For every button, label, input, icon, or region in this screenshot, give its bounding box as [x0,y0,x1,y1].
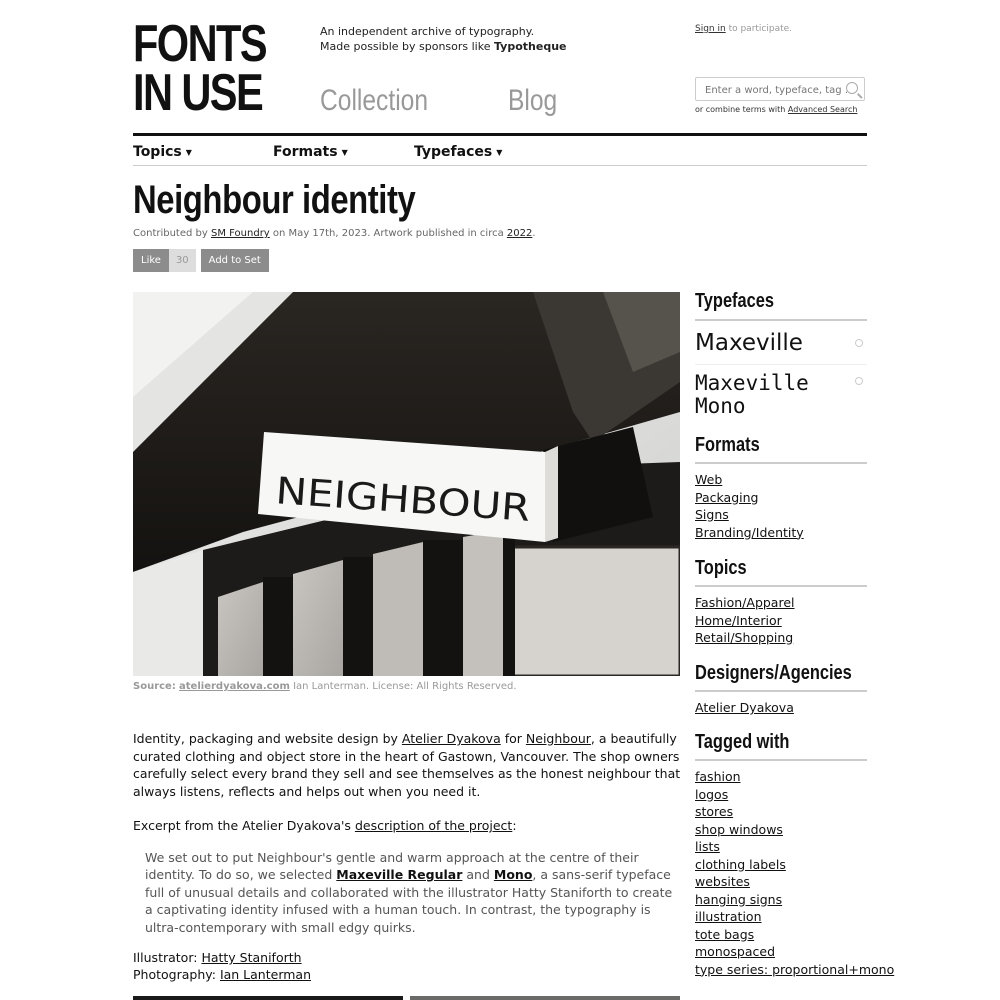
quote-text: We set out to put Neighbour's gentle and warm approach at the centre of their identity. To do so, we selected [145,849,639,882]
nav-topics-label: Topics [133,144,182,160]
main-photo[interactable] [133,292,680,676]
article-paragraph [133,730,683,800]
sidebar-heading-designers: Designers/Agencies [695,662,852,684]
tag-item[interactable]: clothing labels [695,856,786,872]
article-credits [133,949,683,983]
tagline-line-1: An independent archive of typography. [320,25,535,38]
typeface-item[interactable] [695,365,835,418]
logo-line-2: IN USE [133,64,263,122]
caption-source-link[interactable]: atelierdyakova.com [179,681,290,692]
signin-link[interactable]: Sign in [695,24,726,34]
sidebar-heading-tags: Tagged with [695,731,790,753]
site-logo[interactable] [133,15,266,122]
typeface-marker-icon [855,377,863,385]
photo-caption [133,681,517,692]
sidebar-item-fashion-apparel[interactable]: Fashion/Apparel [695,595,795,610]
search-input[interactable] [703,80,849,102]
contributor-link[interactable]: SM Foundry [211,228,270,239]
sidebar-heading-typefaces: Typefaces [695,290,775,312]
article-text: Identity, packaging and website design by [133,731,398,746]
search-icon[interactable] [846,82,858,94]
sidebar-tags [695,731,895,978]
tag-item[interactable]: tote bags [695,926,755,942]
quote-text: and [466,867,490,882]
photography-label: Photography: [133,967,216,982]
illustrator-label: Illustrator: [133,950,198,965]
tag-item[interactable]: shop windows [695,821,783,837]
tag-item[interactable]: hanging signs [695,891,783,907]
sidebar-heading-formats: Formats [695,434,760,456]
tag-item[interactable]: type series: proportional+mono [695,961,895,977]
nav-formats-dropdown[interactable] [273,144,348,160]
sidebar-heading-topics: Topics [695,557,747,579]
sidebar-item-packaging[interactable]: Packaging [695,489,759,505]
like-button[interactable]: Like [133,249,169,272]
contributed-by-label: Contributed by [133,228,208,239]
sign-text: NEIGHBOUR [274,469,502,528]
search-box [695,77,865,101]
chevron-down-icon: ▼ [341,147,348,157]
nav-typefaces-label: Typefaces [414,144,493,160]
contribution-date: on May 17th, 2023. Artwork published in circa [272,228,504,239]
signin-suffix: to participate. [728,24,793,34]
contribution-info: Contributed by SM Foundry on May 17th, 2023. Artwork published in circa 2022. [133,228,536,239]
sponsor-link[interactable]: Typotheque [493,40,567,53]
tagline-line-2 [320,39,567,54]
year-link[interactable]: 2022 [506,228,533,239]
signin-text [695,24,792,34]
sidebar-item-atelier-dyakova[interactable]: Atelier Dyakova [695,700,794,715]
sidebar-topics [695,557,867,647]
top-nav-bar [133,133,867,166]
nav-typefaces-dropdown[interactable] [414,144,502,160]
sidebar-item-signs[interactable]: Signs [695,507,729,522]
caption-credit: Ian Lanterman. License: All Rights Reserved. [293,681,517,692]
designers-list [695,699,867,717]
action-buttons [133,249,269,272]
gallery-thumbnail[interactable] [133,996,403,1000]
site-tagline [320,24,567,54]
page-title: Neighbour identity [133,178,416,222]
divider [695,462,867,464]
logo-line-1: FONTS [133,15,266,73]
article-text: Excerpt from the Atelier Dyakova's [133,818,351,833]
sidebar-item-home-interior[interactable]: Home/Interior [695,612,782,628]
typeface-name: Maxeville [695,330,803,356]
photographer-link[interactable]: Ian Lanterman [219,967,311,982]
storefront-photo [133,292,680,676]
divider [695,690,867,692]
article-paragraph [133,817,683,835]
tag-item[interactable]: monospaced [695,944,775,959]
tag-item[interactable]: stores [695,804,734,819]
formats-list [695,471,867,541]
typeface-marker-icon [855,339,863,347]
maxeville-regular-link[interactable]: Maxeville Regular [336,867,463,882]
sidebar-designers [695,662,867,717]
sidebar-formats [695,434,867,541]
article-text: for [504,731,522,746]
sidebar-typefaces [695,290,867,418]
article-body [133,730,683,983]
chevron-down-icon: ▼ [496,147,503,157]
tag-item[interactable]: logos [695,786,729,802]
sidebar-item-branding[interactable]: Branding/Identity [695,524,804,540]
typeface-item[interactable] [695,321,867,365]
divider [695,759,867,761]
mono-link[interactable]: Mono [493,867,533,882]
nav-collection-link[interactable]: Collection [320,84,429,117]
tag-item[interactable]: illustration [695,909,762,924]
gallery-thumbnail[interactable] [410,996,680,1000]
atelier-dyakova-link[interactable]: Atelier Dyakova [401,731,501,746]
chevron-down-icon: ▼ [185,147,192,157]
search-hint-prefix: or combine terms with [695,105,786,114]
typeface-name: Maxeville Mono [695,371,809,418]
tag-item[interactable]: fashion [695,769,741,784]
neighbour-link[interactable]: Neighbour [525,731,591,746]
sidebar-item-retail-shopping[interactable]: Retail/Shopping [695,630,794,645]
illustrator-link[interactable]: Hatty Staniforth [201,950,302,965]
topics-list [695,594,867,647]
nav-formats-label: Formats [273,144,338,160]
quote-text: , a sans-serif typeface full of unusual details and collaborated with the illustrator Hatty Staniforth to create a captivating identity infused with a human touch. In contrast, the typography is ultra-contemporary with small edgy quirks. [145,867,673,935]
article-text: : [512,818,517,833]
gallery-thumbnails [133,996,680,1000]
sidebar-item-web[interactable]: Web [695,472,723,487]
search-hint [695,105,857,114]
article-text: , a beautifully curated clothing and object store in the heart of Gastown, Vancouver. The shop owners carefully select every brand they sell and see themselves as the honest neighbour that always listens, reflects and helps out when you need it. [133,731,681,799]
advanced-search-link[interactable]: Advanced Search [787,105,858,114]
divider [695,585,867,587]
nav-topics-dropdown[interactable] [133,144,192,160]
tags-list [695,768,995,978]
like-count: 30 [169,249,196,272]
article-quote [145,849,683,937]
tagline-sponsor-prefix: Made possible by sponsors like [320,40,491,53]
nav-blog-link[interactable]: Blog [508,84,558,117]
tag-item[interactable]: websites [695,874,750,889]
caption-source-label: Source: [133,681,176,692]
project-description-link[interactable]: description of the project [354,818,513,833]
tag-item[interactable]: lists [695,839,720,854]
add-to-set-button[interactable]: Add to Set [201,249,269,272]
